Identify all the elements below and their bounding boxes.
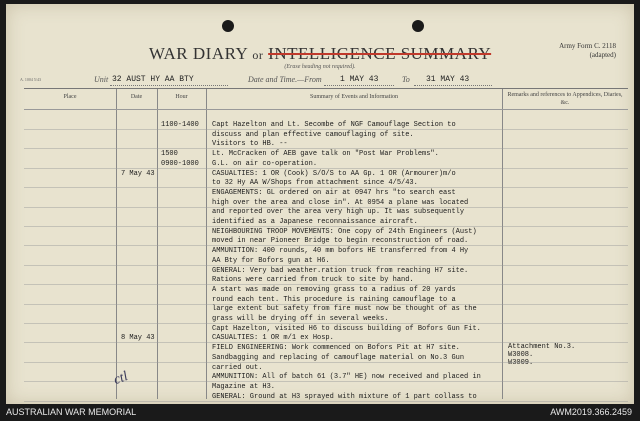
entry-text: moved in near Pioneer Bridge to begin reconstruction of road. xyxy=(212,237,469,246)
entry-text: AMMUNITION: 400 rounds, 40 mm bofors HE transferred from 4 Hy xyxy=(212,247,469,256)
entry-text: Lt. McCracken of AEB gave talk on "Post War Problems". xyxy=(212,150,439,159)
entry-text: NEIGHBOURING TROOP MOVEMENTS: One copy of 24th Engineers (Aust) xyxy=(212,227,477,236)
date-from: 1 MAY 43 xyxy=(340,75,379,84)
footer-credit: AUSTRALIAN WAR MEMORIAL xyxy=(6,407,137,417)
entry-text: Sandbagging and replacing of camouflage material on No.3 Gun xyxy=(212,353,465,362)
entry-text: round each tent. This procedure is raining camouflage to a xyxy=(212,295,456,304)
entry-text: large extent but safety from fire must now be thought of as the xyxy=(212,305,477,314)
entry-text: high over the area and close in". At 0954 a plane was located xyxy=(212,198,469,207)
entry-text: Magazine at H3. xyxy=(212,382,276,391)
entry-text: grass will be drying off in several weeks. xyxy=(212,315,389,323)
entry-text: carried out. xyxy=(212,363,263,372)
punch-hole xyxy=(412,20,424,32)
col-place: Place xyxy=(63,94,77,100)
entry-text: FIELD ENGINEERING: Work commenced on Bofors Pit at H7 site. xyxy=(212,344,460,353)
diary-sheet xyxy=(6,4,634,404)
entry-hour: 1500 xyxy=(161,150,178,159)
punch-hole xyxy=(222,20,234,32)
entry-text: AMMUNITION: All of batch 61 (3.7" HE) now received and placed in xyxy=(212,373,481,382)
diary-table xyxy=(24,88,628,399)
entry-text: AA Bty for Bofors gun at H6. xyxy=(212,256,330,265)
col-date: Date xyxy=(130,94,143,100)
entry-date: 7 May 43 xyxy=(121,169,155,178)
war-diary-heading: WAR DIARY xyxy=(148,44,248,63)
entry-text: GENERAL: Very bad weather.ration truck from reaching H7 site. xyxy=(212,266,469,275)
unit-label: Unit xyxy=(94,75,109,84)
form-number-sub: (adapted) xyxy=(589,51,616,59)
remark-ref: W3009. xyxy=(508,359,534,367)
entry-text: Rations were carried from truck to site by hand. xyxy=(212,276,414,285)
col-summary: Summary of Events and Information xyxy=(310,94,398,100)
entry-hour: 0900-1000 xyxy=(161,159,199,168)
signature: ctl xyxy=(111,369,130,388)
entry-text: to 32 Hy AA W/Shops from attachment since 4/5/43. xyxy=(212,179,418,188)
entry-text: Capt Hazelton and Lt. Secombe of NGF Camouflage Section to xyxy=(212,121,456,129)
erase-note: (Erase heading not required). xyxy=(284,64,356,70)
intelligence-summary-heading: INTELLIGENCE SUMMARY xyxy=(268,44,492,63)
or-word: or xyxy=(252,48,264,62)
to-label: To xyxy=(402,75,410,84)
col-remarks: Remarks and references to Appendices, Diaries, &c. xyxy=(507,92,623,106)
date-label: Date and Time.—From xyxy=(248,75,322,84)
entry-text: GENERAL: Ground at H3 sprayed with mixture of 1 part collass to xyxy=(212,392,477,401)
page-title xyxy=(6,44,634,64)
entry-hour: 1100-1400 xyxy=(161,121,199,129)
entry-text: Visitors to HB. -- xyxy=(212,140,288,149)
entry-text: CASUALTIES: 1 OR (Cook) S/O/S to AA Gp. 1 OR (Armourer)m/o xyxy=(212,169,456,178)
entry-text: identified as a Japanese reconnaissance aircraft. xyxy=(212,218,418,226)
entry-text: CASUALTIES: 1 OR m/1 ex Hosp. xyxy=(212,334,334,343)
col-hour: Hour xyxy=(175,94,188,100)
entry-text: A start was made on removing grass to a radius of 20 yards xyxy=(212,285,456,294)
form-number-text: Army Form C. 2118 xyxy=(559,42,616,50)
unit-value: 32 AUST HY AA BTY xyxy=(112,75,194,84)
entry-text: discuss and plan effective camouflaging of site. xyxy=(212,130,414,139)
remark-ref: W3008. xyxy=(508,351,534,359)
form-number xyxy=(559,42,616,60)
entry-text: G.L. on air co-operation. xyxy=(212,159,318,168)
entry-text: and reported over the area very high up. It was subsequently xyxy=(212,208,465,217)
entry-text: ENGAGEMENTS: GL ordered on air at 0947 hrs "to search east xyxy=(212,188,456,197)
remark-attachment: Attachment No.3. xyxy=(508,343,576,351)
footer-accession: AWM2019.366.2459 xyxy=(550,407,632,417)
entry-date: 8 May 43 xyxy=(121,334,155,343)
date-to: 31 MAY 43 xyxy=(426,75,470,84)
form-code: A. 1004 5/43 xyxy=(20,77,41,82)
entry-text: Capt Hazelton, visited H6 to discuss building of Bofors Gun Fit. xyxy=(212,324,481,333)
